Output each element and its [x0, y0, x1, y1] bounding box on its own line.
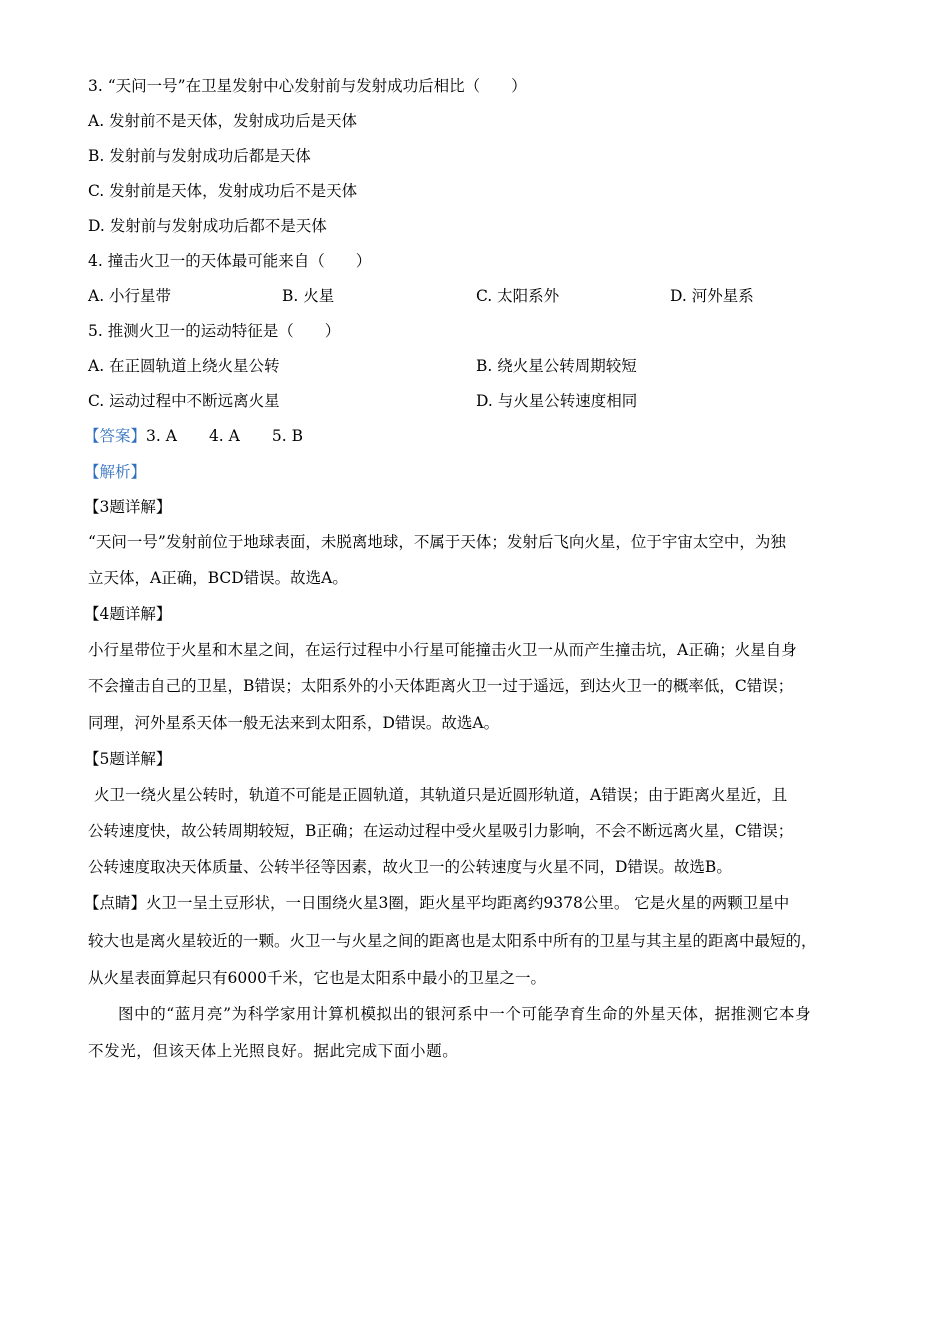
question-5-option-b: B. 绕火星公转周期较短: [476, 357, 637, 375]
detail-5-line: 火卫一绕火星公转时，轨道不可能是正圆轨道，其轨道只是近圆形轨道，A错误；由于距离火星近，且: [94, 786, 788, 804]
question-5-stem: 5. 推测火卫一的运动特征是（ ）: [88, 322, 341, 340]
question-3-option-a: A. 发射前不是天体，发射成功后是天体: [88, 112, 358, 130]
intro-line: 不发光，但该天体上光照良好。据此完成下面小题。: [88, 1042, 459, 1060]
question-4-option-a: A. 小行星带: [88, 287, 172, 305]
answer-tag: 【答案】: [84, 427, 147, 445]
detail-4-line: 同理，河外星系天体一般无法来到太阳系，D错误。故选A。: [88, 714, 500, 732]
question-5-option-a: A. 在正圆轨道上绕火星公转: [88, 357, 280, 375]
question-3-option-d: D. 发射前与发射成功后都不是天体: [88, 217, 327, 235]
detail-5-line: 公转速度快，故公转周期较短，B正确；在运动过程中受火星吸引力影响，不会不断远离火星，C错误；: [88, 822, 794, 840]
question-3-option-b: B. 发射前与发射成功后都是天体: [88, 147, 311, 165]
question-4-option-d: D. 河外星系: [670, 287, 754, 305]
question-5-option-c: C. 运动过程中不断远离火星: [88, 392, 280, 410]
detail-3-line: 立天体，A正确，BCD错误。故选A。: [88, 569, 348, 587]
question-5-option-d: D. 与火星公转速度相同: [476, 392, 638, 410]
question-4-stem: 4. 撞击火卫一的天体最可能来自（ ）: [88, 252, 372, 270]
detail-5-line: 公转速度取决天体质量、公转半径等因素，故火卫一的公转速度与火星不同，D错误。故选B。: [88, 858, 732, 876]
dianjing-first-line: [84, 893, 789, 913]
answer-line: [84, 426, 303, 446]
question-3-stem: 3. “天问一号”在卫星发射中心发射前与发射成功后相比（ ）: [88, 77, 527, 95]
answer-item: 5. B: [271, 427, 303, 445]
answer-item: 4. A: [208, 427, 240, 445]
question-4-option-b: B. 火星: [282, 287, 335, 305]
detail-4-line: 不会撞击自己的卫星，B错误；太阳系外的小天体距离火卫一过于遥远，到达火卫一的概率低，C错误；: [88, 677, 794, 695]
detail-3-title: 【3题详解】: [84, 498, 172, 516]
detail-4-line: 小行星带位于火星和木星之间，在运行过程中小行星可能撞击火卫一从而产生撞击坑，A正确；火星自身: [88, 641, 797, 659]
intro-line: 图中的“蓝月亮”为科学家用计算机模拟出的银河系中一个可能孕育生命的外星天体，据推测它本身: [118, 1005, 812, 1023]
answer-item: 3. A: [146, 427, 177, 445]
analysis-tag: 【解析】: [84, 463, 147, 481]
detail-3-line: “天问一号”发射前位于地球表面，未脱离地球，不属于天体；发射后飞向火星，位于宇宙太空中，为独: [88, 533, 786, 551]
detail-5-title: 【5题详解】: [84, 750, 172, 768]
dianjing-line: 火卫一呈土豆形状，一日围绕火星3圈，距火星平均距离约9378公里。 它是火星的两颗卫星中: [146, 894, 790, 912]
dianjing-line: 从火星表面算起只有6000千米，它也是太阳系中最小的卫星之一。: [88, 969, 546, 987]
dianjing-tag: 【点睛】: [84, 894, 147, 912]
dianjing-line: 较大也是离火星较近的一颗。火卫一与火星之间的距离也是太阳系中所有的卫星与其主星的距离中最短的，: [88, 932, 817, 950]
detail-4-title: 【4题详解】: [84, 605, 172, 623]
question-4-option-c: C. 太阳系外: [476, 287, 560, 305]
question-3-option-c: C. 发射前是天体，发射成功后不是天体: [88, 182, 358, 200]
